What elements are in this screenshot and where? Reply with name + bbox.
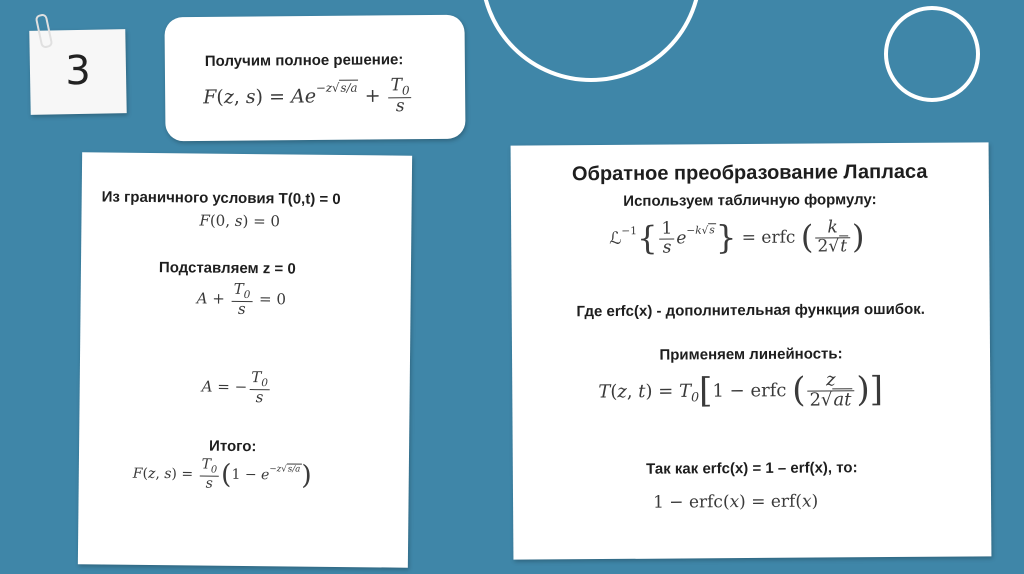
erf-relation-formula: 1 − erfc(x) = erf(x) xyxy=(652,491,819,513)
inverse-laplace-title: Обратное преобразование Лапласа xyxy=(571,160,928,186)
result-label: Итого: xyxy=(209,437,257,456)
table-formula-label: Используем табличную формулу: xyxy=(623,191,877,210)
boundary-condition-label: Из граничного условия T(0,t) = 0 xyxy=(101,188,341,208)
erfc-definition-label: Где erfc(x) - дополнительная функция ошибок. xyxy=(576,300,925,321)
erf-relation-label: Так как erfc(x) = 1 – erf(x), то: xyxy=(646,459,858,478)
full-solution-heading: Получим полное решение: xyxy=(204,51,404,70)
decorative-circle-large xyxy=(480,0,702,82)
result-formula: F(z, s) = $\frac{T_0}{s}$ $(1 - e^{-z√s/a})$ xyxy=(132,456,312,492)
substitute-label: Подставляем z = 0 xyxy=(158,259,296,278)
right-inverse-laplace-card xyxy=(511,142,992,559)
boundary-condition-formula: F(0, s) = 0 xyxy=(199,211,281,231)
left-derivation-card xyxy=(78,152,412,567)
substitute-formula: A + $\frac{T_0}{s}$ = 0 xyxy=(196,279,287,319)
slide-number: 3 xyxy=(64,47,92,95)
laplace-table-formula: ℒ$^{-1}${ $\frac{1}{s}$ $e^{-k√s}$} = erfc ( $\frac{k}{2√t}$ ) xyxy=(609,217,865,258)
full-solution-formula: F(z, $s) = Ae^{-z√s/a}$ + $\frac{T_0}{s}$ xyxy=(203,77,414,118)
linearity-label: Применяем линейность: xyxy=(659,345,843,364)
a-value-formula: A = − $\frac{T_0}{s}$ xyxy=(202,370,273,406)
top-formula-card xyxy=(164,15,465,142)
decorative-circle-small xyxy=(884,6,980,102)
linearity-formula: T(z, $t) = T_0[1$ − erfc ( $\frac{z}{2√at}$ )] xyxy=(598,369,884,412)
